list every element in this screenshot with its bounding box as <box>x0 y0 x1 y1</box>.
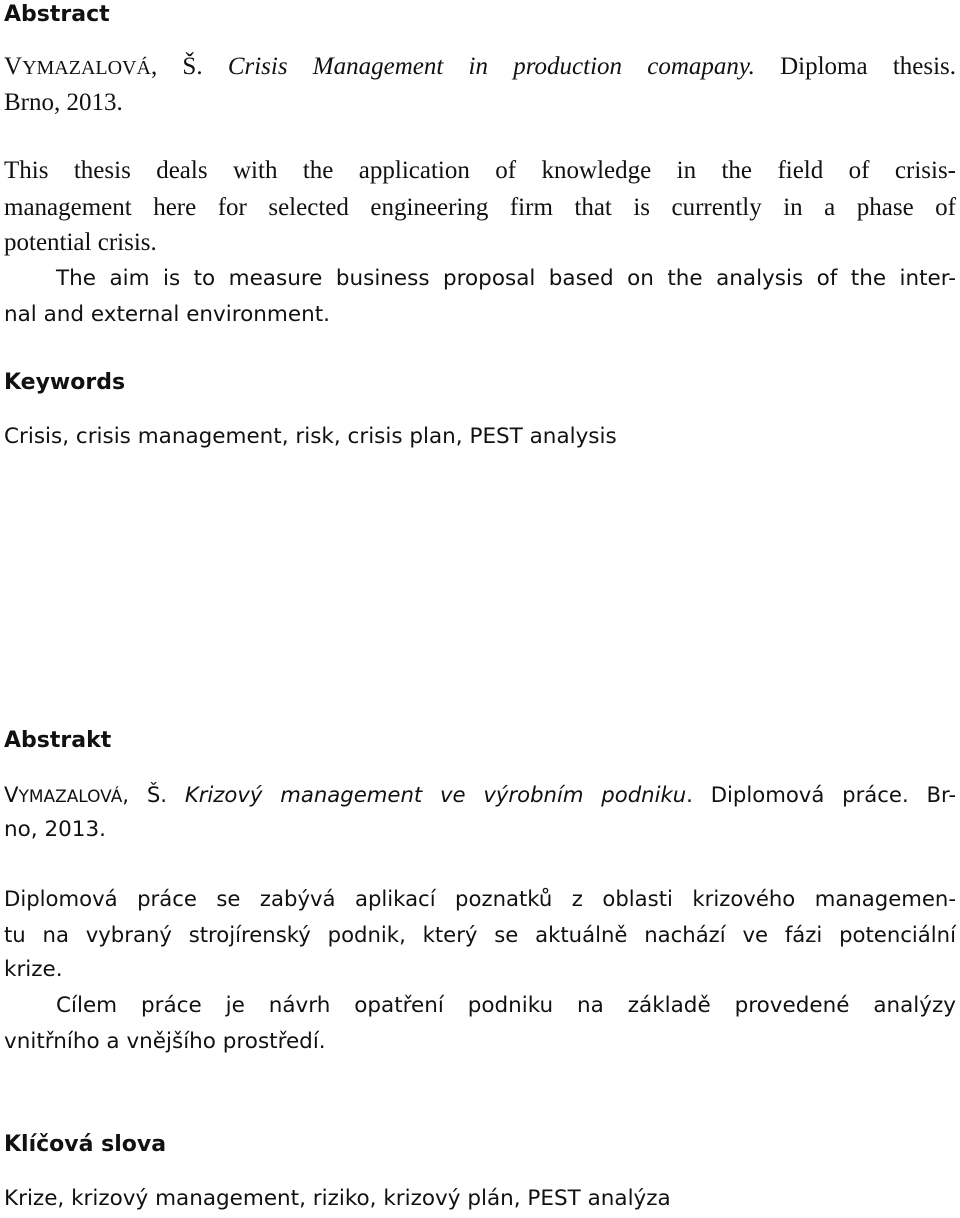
citation-title: Crisis Management in production comapany. <box>227 53 755 80</box>
abstrakt-paragraph1-line2: tu na vybraný strojírenský podnik, který se aktuálně nachází ve fázi potenciální <box>4 922 956 947</box>
klicova-slova-text: Krize, krizový management, riziko, krizový plán, PEST analýza <box>4 1186 671 1211</box>
citation-author: VYMAZALOVÁ <box>4 53 151 80</box>
abstrakt-paragraph2-line2: vnitřního a vnějšího prostředí. <box>4 1029 326 1054</box>
abstrakt-paragraph2-line1: Cílem práce je návrh opatření podniku na základě provedené analýzy <box>56 993 956 1018</box>
abstract-paragraph2-line2: nal and external environment. <box>4 302 330 327</box>
keywords-text: Crisis, crisis management, risk, crisis plan, PEST analysis <box>4 424 617 449</box>
abstrakt-paragraph1-line1: Diplomová práce se zabývá aplikací poznatků z oblasti krizového managemen- <box>4 886 956 911</box>
citation-author: VYMAZALOVÁ <box>4 782 123 807</box>
abstrakt-paragraph1-line3: krize. <box>4 957 63 982</box>
abstract-paragraph2-line1: The aim is to measure business proposal based on the analysis of the inter- <box>56 266 956 291</box>
abstract-citation-line1 <box>4 50 956 85</box>
citation-author-given: , Š. <box>122 782 185 807</box>
abstract-paragraph1-line3: potential crisis. <box>4 229 157 256</box>
klicova-slova-heading: Klíčová slova <box>4 1132 167 1157</box>
abstrakt-heading: Abstrakt <box>4 728 112 753</box>
citation-title: Krizový management ve výrobním podniku <box>184 782 687 807</box>
abstract-paragraph1-line2: management here for selected engineering firm that is currently in a phase of <box>4 194 956 221</box>
citation-type: Diploma thesis. <box>780 53 957 80</box>
citation-author-given: , Š. <box>150 53 228 80</box>
abstrakt-citation-line2: no, 2013. <box>4 817 106 842</box>
abstract-paragraph1-line1: This thesis deals with the application of knowledge in the field of crisis- <box>4 157 956 184</box>
citation-type: . Diplomová práce. Br- <box>686 782 957 807</box>
abstrakt-citation-line1 <box>4 778 956 813</box>
abstract-heading: Abstract <box>4 2 110 27</box>
keywords-heading: Keywords <box>4 370 126 395</box>
abstract-citation-line2: Brno, 2013. <box>4 89 123 116</box>
